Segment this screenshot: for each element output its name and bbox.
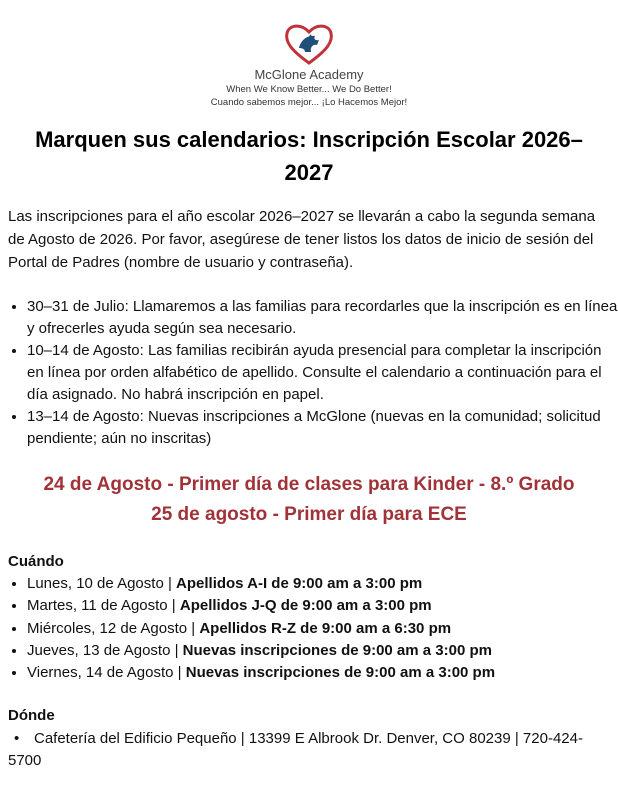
where-heading: Dónde (8, 707, 55, 725)
schedule-day: Lunes, 10 de Agosto | (27, 575, 177, 592)
first-day-kinder-8: 24 de Agosto - Primer día de clases para Kinder - 8.º Grado (43, 474, 575, 495)
page-header (0, 0, 618, 109)
schedule-day: Jueves, 13 de Agosto | (27, 641, 183, 659)
schedule-item (27, 595, 618, 617)
schedule-day: Miércoles, 12 de Agosto | (27, 619, 200, 637)
schedule-day: Viernes, 14 de Agosto | (27, 664, 186, 682)
heart-logo-icon (283, 22, 335, 66)
motto-english: When We Know Better... We Do Better! (226, 84, 392, 95)
when-heading: Cuándo (8, 553, 64, 570)
location-item (8, 728, 608, 772)
schedule-list (0, 573, 618, 684)
schedule-item (27, 640, 618, 662)
schedule-item (27, 662, 618, 684)
schedule-item (27, 573, 618, 595)
school-name: McGlone Academy (254, 67, 364, 82)
list-item: • 30–31 de Julio: Llamaremos a las familias para recordarles que la inscripción es en línea y ofrecerles ayuda según sea necesario. (27, 296, 618, 340)
schedule-detail: Nuevas inscripciones de 9:00 am a 3:00 pm (185, 664, 496, 682)
timeline-list (0, 296, 618, 450)
schedule-detail: Nuevas inscripciones de 9:00 am a 3:00 pm (182, 641, 492, 659)
bullet-icon: • (14, 730, 20, 748)
page-title: Marquen sus calendarios: Inscripción Escolar 2026–2027 (35, 127, 583, 185)
schedule-detail: Apellidos A-I de 9:00 am a 3:00 pm (176, 575, 423, 592)
first-day-ece: 25 de agosto - Primer día para ECE (151, 504, 467, 525)
first-day-announcement (0, 470, 618, 530)
list-item: • 10–14 de Agosto: Las familias recibirán ayuda presencial para completar la inscripción en línea por orden alfabético de apellido. Consulte el calendario a continuación para el día asignado. No habrá inscripción en papel. (27, 340, 618, 406)
location-text: Cafetería del Edificio Pequeño | 13399 E Albrook Dr. Denver, CO 80239 | 720-424-5700 (8, 730, 583, 770)
schedule-detail: Apellidos R-Z de 9:00 am a 6:30 pm (199, 619, 452, 637)
schedule-detail: Apellidos J-Q de 9:00 am a 3:00 pm (179, 597, 432, 615)
intro-paragraph: Las inscripciones para el año escolar 2026–2027 se llevarán a cabo la segunda semana de Agosto de 2026. Por favor, asegúrese de tener listos los datos de inicio de sesión del Portal de Padres (nombre de usuario y contraseña). (8, 208, 596, 271)
schedule-item (27, 618, 618, 640)
motto-spanish: Cuando sabemos mejor... ¡Lo Hacemos Mejor! (210, 97, 408, 108)
list-item: • 13–14 de Agosto: Nuevas inscripciones a McGlone (nuevas en la comunidad; solicitud pendiente; aún no inscritas) (27, 406, 618, 450)
schedule-day: Martes, 11 de Agosto | (27, 597, 180, 615)
